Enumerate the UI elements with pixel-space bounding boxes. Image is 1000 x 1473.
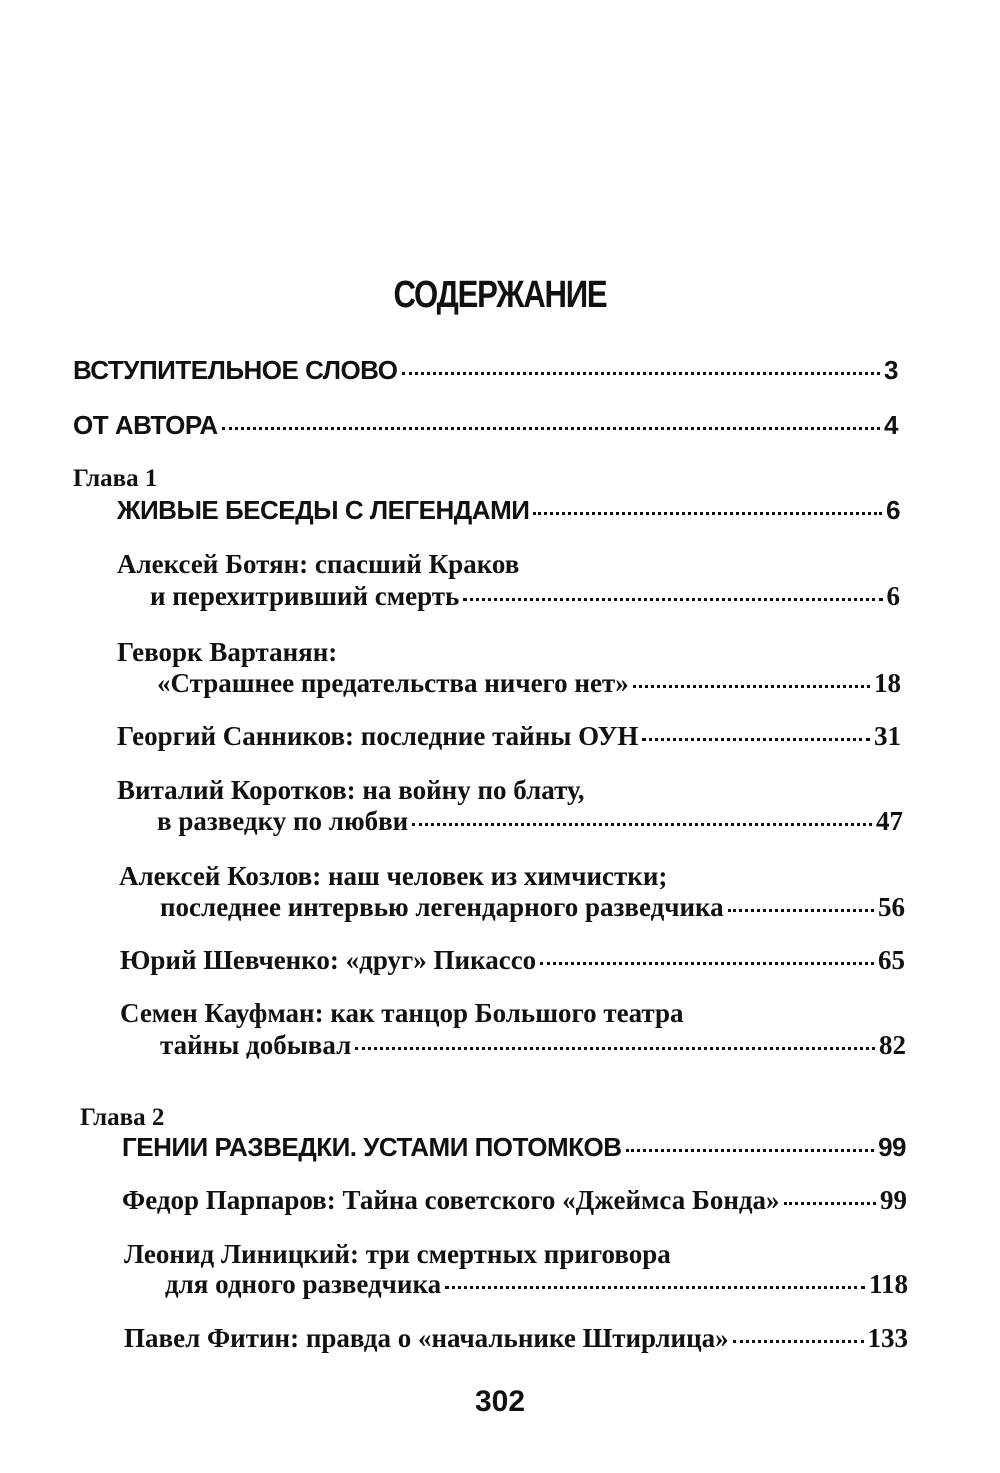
toc-page-number: 6 — [886, 495, 900, 525]
dot-leader — [463, 598, 882, 601]
toc-entry[interactable] — [157, 667, 901, 699]
dot-leader — [402, 372, 881, 375]
toc-entry[interactable] — [122, 1184, 907, 1216]
dot-leader — [733, 1340, 864, 1343]
toc-entry-line1[interactable]: Виталий Коротков: на войну по блату, — [117, 775, 585, 805]
dot-leader — [642, 738, 870, 741]
toc-entry-title: Павел Фитин: правда о «начальнике Штирлица» — [124, 1323, 729, 1353]
toc-entry-line2: для одного разведчика — [165, 1269, 442, 1299]
toc-entry-line2: последнее интервью легендарного разведчика — [160, 892, 724, 922]
dot-leader — [355, 1047, 875, 1050]
chapter-title: ЖИВЫЕ БЕСЕДЫ С ЛЕГЕНДАМИ — [117, 495, 530, 525]
dot-leader — [533, 512, 882, 515]
toc-entry-line1[interactable]: Алексей Козлов: наш человек из химчистки; — [119, 861, 668, 891]
toc-page-number: 99 — [880, 1185, 907, 1215]
chapter-label: Глава 1 — [73, 465, 158, 492]
dot-leader — [412, 823, 872, 826]
chapter-label: Глава 2 — [80, 1104, 165, 1131]
chapter-title-entry[interactable] — [122, 1131, 906, 1163]
toc-page-number: 31 — [874, 721, 901, 751]
chapter-title-entry[interactable] — [117, 494, 900, 526]
dot-leader — [626, 1149, 875, 1152]
toc-entry-line2: «Страшнее предательства ничего нет» — [157, 668, 629, 698]
toc-entry-line1[interactable]: Алексей Ботян: спасший Краков — [117, 549, 520, 579]
toc-page-number: 133 — [867, 1323, 908, 1353]
toc-page-number: 4 — [884, 410, 898, 440]
toc-entry-line1[interactable]: Семен Кауфман: как танцор Большого театра — [120, 998, 684, 1028]
dot-leader — [222, 427, 880, 430]
toc-entry[interactable] — [157, 805, 903, 837]
toc-entry[interactable] — [117, 720, 901, 752]
toc-page-number: 56 — [878, 892, 905, 922]
dot-leader — [728, 909, 874, 912]
toc-entry[interactable] — [160, 891, 905, 923]
toc-page-number: 65 — [878, 945, 905, 975]
toc-page-number: 82 — [879, 1030, 906, 1060]
toc-entry-title: Юрий Шевченко: «друг» Пикассо — [120, 945, 537, 975]
page-number-folio: 302 — [474, 1385, 526, 1418]
toc-entry[interactable] — [160, 1029, 906, 1061]
toc-entry[interactable] — [165, 1268, 908, 1300]
toc-entry[interactable] — [120, 944, 905, 976]
toc-entry-title: Федор Парпаров: Тайна советского «Джеймса Бонда» — [122, 1185, 780, 1215]
toc-entry-line2: тайны добывал — [160, 1030, 352, 1060]
toc-page-number: 3 — [884, 355, 898, 385]
toc-entry[interactable] — [124, 1322, 908, 1354]
toc-entry-line1[interactable]: Геворк Вартанян: — [117, 637, 338, 667]
toc-entry[interactable] — [150, 580, 900, 612]
toc-entry-line1[interactable]: Леонид Линицкий: три смертных приговора — [124, 1239, 671, 1269]
dot-leader — [540, 962, 874, 965]
dot-leader — [445, 1286, 865, 1289]
toc-entry-title: ВСТУПИТЕЛЬНОЕ СЛОВО — [73, 355, 398, 385]
page-title: СОДЕРЖАНИЕ — [393, 274, 607, 316]
toc-page-number: 18 — [874, 668, 901, 698]
toc-entry-intro[interactable] — [73, 354, 898, 386]
toc-entry-author[interactable] — [73, 409, 898, 441]
toc-entry-line2: и перехитривший смерть — [150, 581, 460, 611]
toc-page-number: 118 — [868, 1269, 908, 1299]
toc-page-number: 6 — [886, 581, 900, 611]
toc-entry-title: ОТ АВТОРА — [73, 410, 218, 440]
chapter-title: ГЕНИИ РАЗВЕДКИ. УСТАМИ ПОТОМКОВ — [122, 1132, 622, 1162]
toc-entry-title: Георгий Санников: последние тайны ОУН — [117, 721, 639, 751]
toc-entry-line2: в разведку по любви — [157, 806, 409, 836]
toc-page-number: 99 — [878, 1132, 906, 1162]
dot-leader — [784, 1202, 876, 1205]
toc-page-number: 47 — [876, 806, 903, 836]
dot-leader — [633, 685, 870, 688]
